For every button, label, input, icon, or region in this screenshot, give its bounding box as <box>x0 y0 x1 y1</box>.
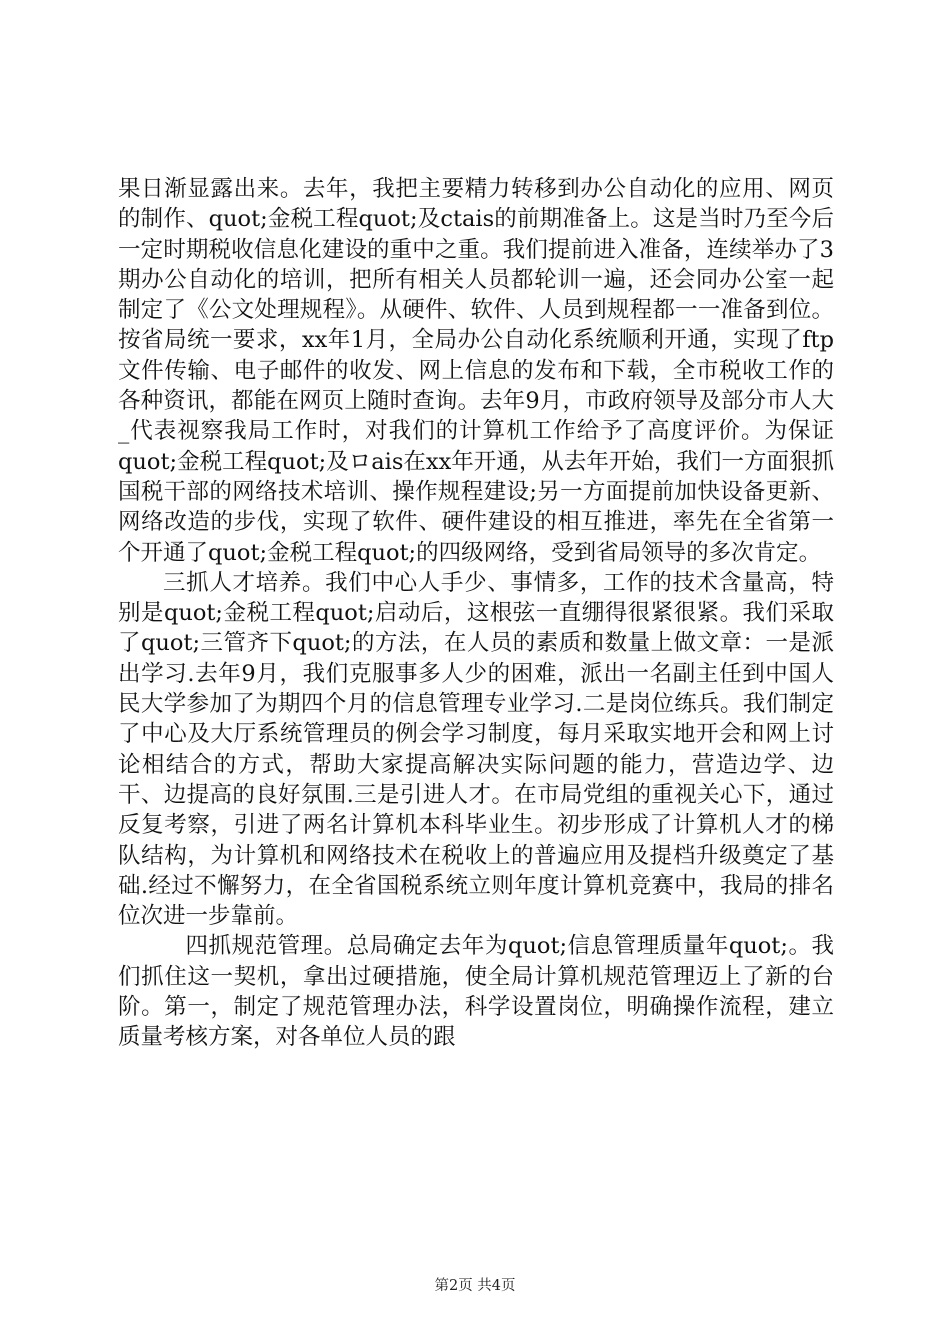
paragraph-2: 三抓人才培养。我们中心人手少、事情多，工作的技术含量高，特别是quot;金税工程quot;启动后，这根弦一直绷得很紧很紧。我们采取了quot;三管齐下quot;的方法，在人员的素质和数量上做文章：一是派出学习.去年9月，我们克服事多人少的困难，派出一名副主任到中国人民大学参加了为期四个月的信息管理专业学习.二是岗位练兵。我们制定了中心及大厅系统管理员的例会学习制度，每月采取实地开会和网上讨论相结合的方式，帮助大家提高解决实际问题的能力，营造边学、边干、边提高的良好氛围.三是引进人才。在市局党组的重视关心下，通过反复考察，引进了两名计算机本科毕业生。初步形成了计算机人才的梯队结构，为计算机和网络技术在税收上的普遍应用及提档升级奠定了基础.经过不懈努力，在全省国税系统立则年度计算机竞赛中，我局的排名位次进一步靠前。 <box>118 569 834 930</box>
paragraph-3: 四抓规范管理。总局确定去年为quot;信息管理质量年quot;。我们抓住这一契机，拿出过硬措施，使全局计算机规范管理迈上了新的台阶。第一，制定了规范管理办法，科学设置岗位，明确操作流程，建立质量考核方案，对各单位人员的跟 <box>118 933 834 1051</box>
page-footer: 第2页 共4页 <box>434 1278 516 1294</box>
paragraph-1: 果日渐显露出来。去年，我把主要精力转移到办公自动化的应用、网页的制作、quot;金税工程quot;及ctais的前期准备上。这是当时乃至今后一定时期税收信息化建设的重中之重。我们提前进入准备，连续举办了3期办公自动化的培训，把所有相关人员都轮训一遍，还会同办公室一起制定了《公文处理规程》。从硬件、软件、人员到规程都一一准备到位。按省局统一要求，xx年1月，全局办公自动化系统顺利开通，实现了ftp文件传输、电子邮件的收发、网上信息的发布和下载，全市税收工作的各种资讯，都能在网页上随时查询。去年9月，市政府领导及部分市人大_代表视察我局工作时，对我们的计算机工作给予了高度评价。为保证quot;金税工程quot;及ロais在xx年开通，从去年开始，我们一方面狠抓国税干部的网络技术培训、操作规程建设;另一方面提前加快设备更新、网络改造的步伐，实现了软件、硬件建设的相互推进，率先在全省第一个开通了quot;金税工程quot;的四级网络，受到省局领导的多次肯定。 <box>118 176 834 566</box>
document-body <box>118 174 834 1053</box>
